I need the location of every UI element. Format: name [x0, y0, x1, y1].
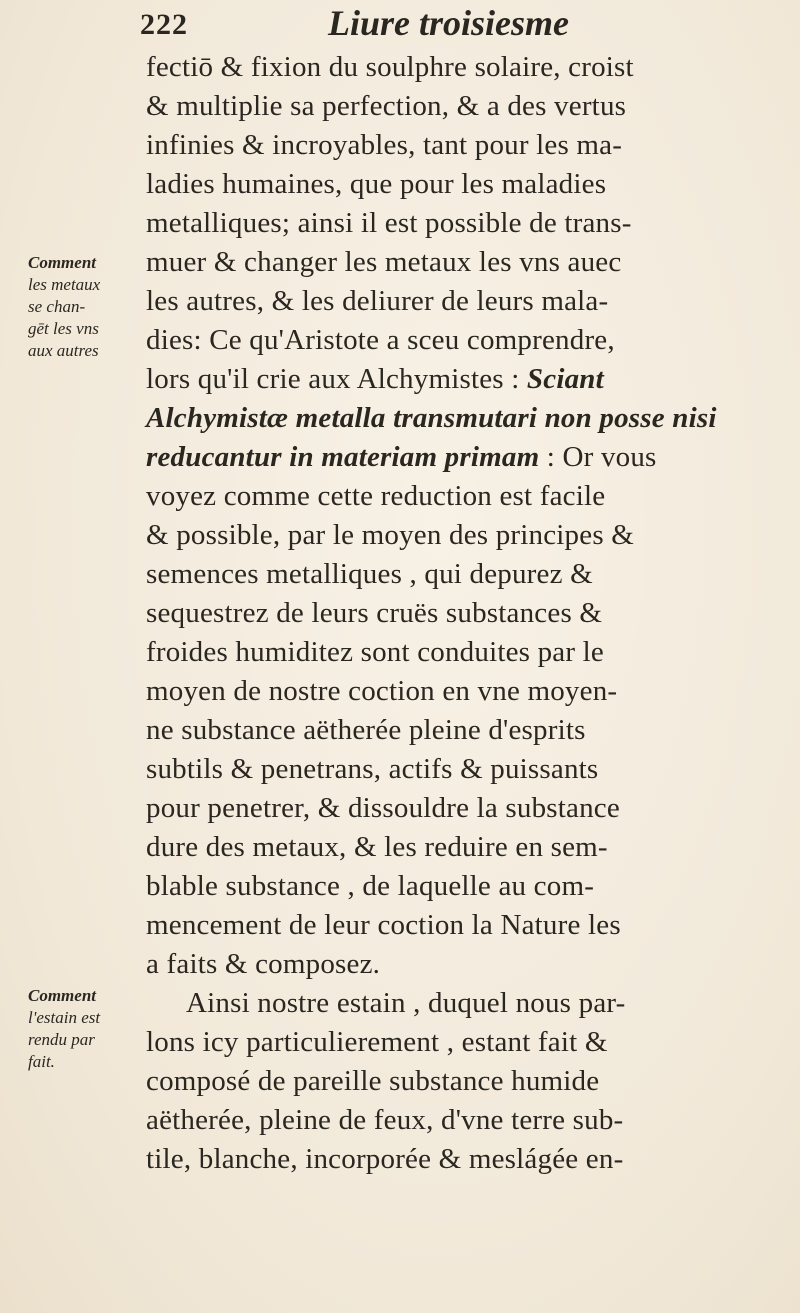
text-line: les autres, & les deliurer de leurs mala-	[146, 285, 609, 317]
text-line: blable substance , de laquelle au com-	[146, 870, 595, 902]
text-line: Ainsi nostre estain , duquel nous par-	[186, 987, 626, 1019]
margin-note-line: fait.	[28, 1052, 55, 1071]
margin-note-line: Comment	[28, 253, 97, 272]
margin-note-line: Comment	[28, 986, 97, 1005]
text-line-roman: : Or vous	[546, 441, 657, 473]
text-line: dure des metaux, & les reduire en sem-	[146, 831, 608, 863]
text-line: voyez comme cette reduction est facile	[146, 480, 606, 512]
latin-quote: Sciant	[526, 363, 604, 395]
body-text	[146, 48, 746, 1179]
text-line: & multiplie sa perfection, & a des vertus	[146, 90, 627, 122]
margin-note-line: se chan-	[28, 297, 86, 316]
text-line-roman: lors qu'il crie aux Alchymistes :	[146, 363, 520, 395]
text-line: ne substance aëtherée pleine d'esprits	[146, 714, 586, 746]
text-line: muer & changer les metaux les vns auec	[146, 246, 622, 278]
text-line: mencement de leur coction la Nature les	[146, 909, 621, 941]
margin-note-line: l'estain est	[28, 1008, 101, 1027]
text-line: lons icy particulierement , estant fait &	[146, 1026, 608, 1058]
text-line: metalliques; ainsi il est possible de trans-	[146, 207, 632, 239]
text-line	[146, 438, 746, 477]
text-line: sequestrez de leurs cruës substances &	[146, 597, 603, 629]
margin-note-line: gēt les vns	[28, 319, 99, 338]
margin-note-line: les metaux	[28, 275, 101, 294]
margin-note-line: rendu par	[28, 1030, 95, 1049]
text-line: a faits & composez.	[146, 948, 381, 980]
latin-quote-line: Alchymistæ metalla transmutari non posse nisi	[146, 402, 717, 434]
text-line: ladies humaines, que pour les maladies	[146, 168, 607, 200]
margin-note-metaux	[28, 252, 146, 362]
text-line: fectiō & fixion du soulphre solaire, croist	[146, 51, 634, 83]
text-line: composé de pareille substance humide	[146, 1065, 600, 1097]
text-line: tile, blanche, incorporée & meslágée en-	[146, 1143, 624, 1175]
text-line: dies: Ce qu'Aristote a sceu comprendre,	[146, 324, 615, 356]
text-line: semences metalliques , qui depurez &	[146, 558, 593, 590]
running-title: Liure troisiesme	[328, 3, 569, 43]
margin-note-estain	[28, 985, 146, 1073]
text-line: froides humiditez sont conduites par le	[146, 636, 604, 668]
text-line: moyen de nostre coction en vne moyen-	[146, 675, 618, 707]
text-line: pour penetrer, & dissouldre la substance	[146, 792, 620, 824]
page-number: 222	[140, 8, 188, 41]
text-line: & possible, par le moyen des principes &	[146, 519, 635, 551]
page-header	[140, 2, 760, 46]
margin-note-line: aux autres	[28, 341, 99, 360]
text-line: aëtherée, pleine de feux, d'vne terre sub-	[146, 1104, 624, 1136]
text-line: infinies & incroyables, tant pour les ma-	[146, 129, 623, 161]
text-line: subtils & penetrans, actifs & puissants	[146, 753, 599, 785]
latin-quote: reducantur in materiam primam	[146, 441, 540, 473]
text-line	[146, 360, 746, 399]
